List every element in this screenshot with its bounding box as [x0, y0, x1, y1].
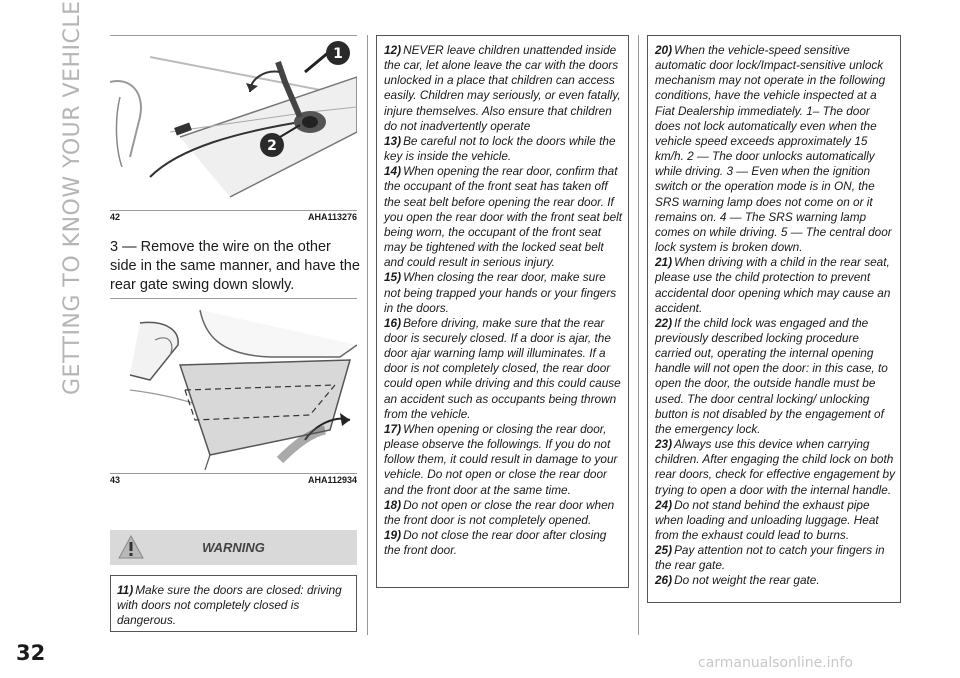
figure-42-caption: [110, 211, 357, 225]
note-number: 16): [384, 315, 402, 330]
note-text: NEVER leave children unattended inside the car, let alone leave the car with the doors unlocked in a place that children can access easily. Children may seriously, or even fatally, injure themselves. Also ensure that children do not inadvertently operate: [384, 43, 621, 133]
note-item: [384, 43, 623, 134]
note-text: If the child lock was engaged and the previously described locking procedure carried out, operating the internal opening handle will not open the door: in this case, to open the door, the outside handle must be used. The door central locking/ unlocking button is not disabled by the engagement of the emergency lock.: [655, 315, 888, 436]
note-text: When opening or closing the rear door, please observe the followings. If you do not follow them, it could result in damage to your vehicle. Do not open or close the rear door and the front door at the same time.: [384, 421, 618, 497]
figure-top-rule: [110, 35, 357, 36]
warning-box: [110, 575, 357, 632]
figure-number: 42: [110, 212, 121, 222]
svg-text:1: 1: [333, 46, 343, 62]
chapter-title: GETTING TO KNOW YOUR VEHICLE: [60, 0, 85, 395]
note-number: 14): [384, 164, 402, 179]
note-text: When driving with a child in the rear seat, please use the child protection to prevent accidental door opening which may cause an accident.: [655, 255, 891, 315]
note-number: 22): [655, 315, 673, 330]
note-item: [384, 422, 623, 498]
note-text: Always use this device when carrying children. After engaging the child lock on both rear doors, check for effective engagement by trying to open a door with the internal handle.: [655, 437, 895, 497]
note-item: [655, 573, 895, 588]
note-item: [655, 543, 895, 573]
note-number: 11): [117, 583, 134, 597]
note-item: [384, 270, 623, 315]
note-number: 15): [384, 270, 402, 285]
note-text: Do not open or close the rear door when the front door is not completely opened.: [384, 497, 615, 527]
note-number: 26): [655, 573, 673, 588]
note-number: 12): [384, 43, 402, 57]
note-number: 19): [384, 528, 402, 542]
notes-box: [647, 35, 901, 603]
note-text: When the vehicle-speed sensitive automatic door lock/Impact-sensitive unlock mechanism may not operate in the following conditions, have the vehicle inspected at a Fiat Dealership immediately. 1– The door does not lock automatically even when the vehicle speed exceeds approximately 15 km/h. 2 — The door unlocks automatically while driving. 3 — Even when the ignition switch or the operation mode is in ON, the SRS warning lamp does not come on or it remains on. 4 — The SRS warning lamp comes on while driving. 5 — The central door lock system is broken down.: [655, 43, 892, 255]
page-number: 32: [16, 641, 46, 665]
watermark: carmanualsonline.info: [698, 655, 853, 671]
note-text: Be careful not to lock the doors while the key is inside the vehicle.: [384, 133, 616, 164]
figure-number: 43: [110, 475, 121, 485]
note-number: 13): [384, 133, 402, 148]
note-text: Do not close the rear door after closing the front door.: [384, 528, 607, 558]
figure-42-illustration: [110, 37, 357, 207]
note-text: Do not stand behind the exhaust pipe when loading and unloading luggage. Heat from the exhaust could lead to burns.: [655, 497, 879, 542]
body-paragraph: 3 — Remove the wire on the other side in the same manner, and have the rear gate swing down slowly.: [110, 239, 360, 293]
note-number: 18): [384, 497, 402, 512]
notes-box: [376, 35, 629, 588]
column-divider: [367, 35, 368, 635]
note-item: [655, 43, 895, 255]
note-number: 20): [655, 43, 673, 57]
figure-code: AHA112934: [307, 475, 357, 485]
note-item: [655, 498, 895, 543]
note-number: 25): [655, 543, 673, 558]
note-text: When opening the rear door, confirm that the occupant of the front seat has taken off the seat belt before opening the rear door. If you open the rear door with the front seat belt being worn, the occupant of the front seat may be tightened with the locked seat belt and could result in serious injury.: [384, 164, 623, 270]
note-number: 21): [655, 255, 673, 270]
note-number: 17): [384, 421, 402, 436]
figure-43-illustration: [110, 305, 357, 470]
note-item: [655, 316, 895, 437]
svg-text:2: 2: [267, 138, 277, 154]
note-item: [384, 164, 623, 270]
note-number: 24): [655, 497, 673, 512]
note-item: [655, 437, 895, 498]
note-text: Do not weight the rear gate.: [674, 573, 820, 588]
note-text: When closing the rear door, make sure not being trapped your hands or your fingers in the doors.: [384, 270, 617, 315]
figure-code: AHA113276: [307, 212, 357, 222]
note-text: Before driving, make sure that the rear door is securely closed. If a door is ajar, the door ajar warning lamp will illuminates. If a door is not completely closed, the rear door could open while driving and this could cause an accident such as occupants being thrown from the vehicle.: [384, 315, 621, 421]
warning-title: WARNING: [202, 540, 265, 555]
note-item: [384, 134, 623, 164]
figure-top-rule: [110, 298, 357, 299]
note-item: [655, 255, 895, 316]
note-item: [384, 316, 623, 422]
figure-43-caption: [110, 474, 357, 488]
note-text: Pay attention not to catch your fingers in the rear gate.: [655, 543, 885, 573]
note-number: 23): [655, 437, 673, 452]
note-item: [384, 528, 623, 558]
warning-note: [117, 583, 350, 628]
note-item: [384, 498, 623, 528]
column-divider: [638, 35, 639, 635]
note-text: Make sure the doors are closed: driving with doors not completely closed is dangerous.: [117, 583, 342, 628]
warning-header: [110, 530, 357, 565]
